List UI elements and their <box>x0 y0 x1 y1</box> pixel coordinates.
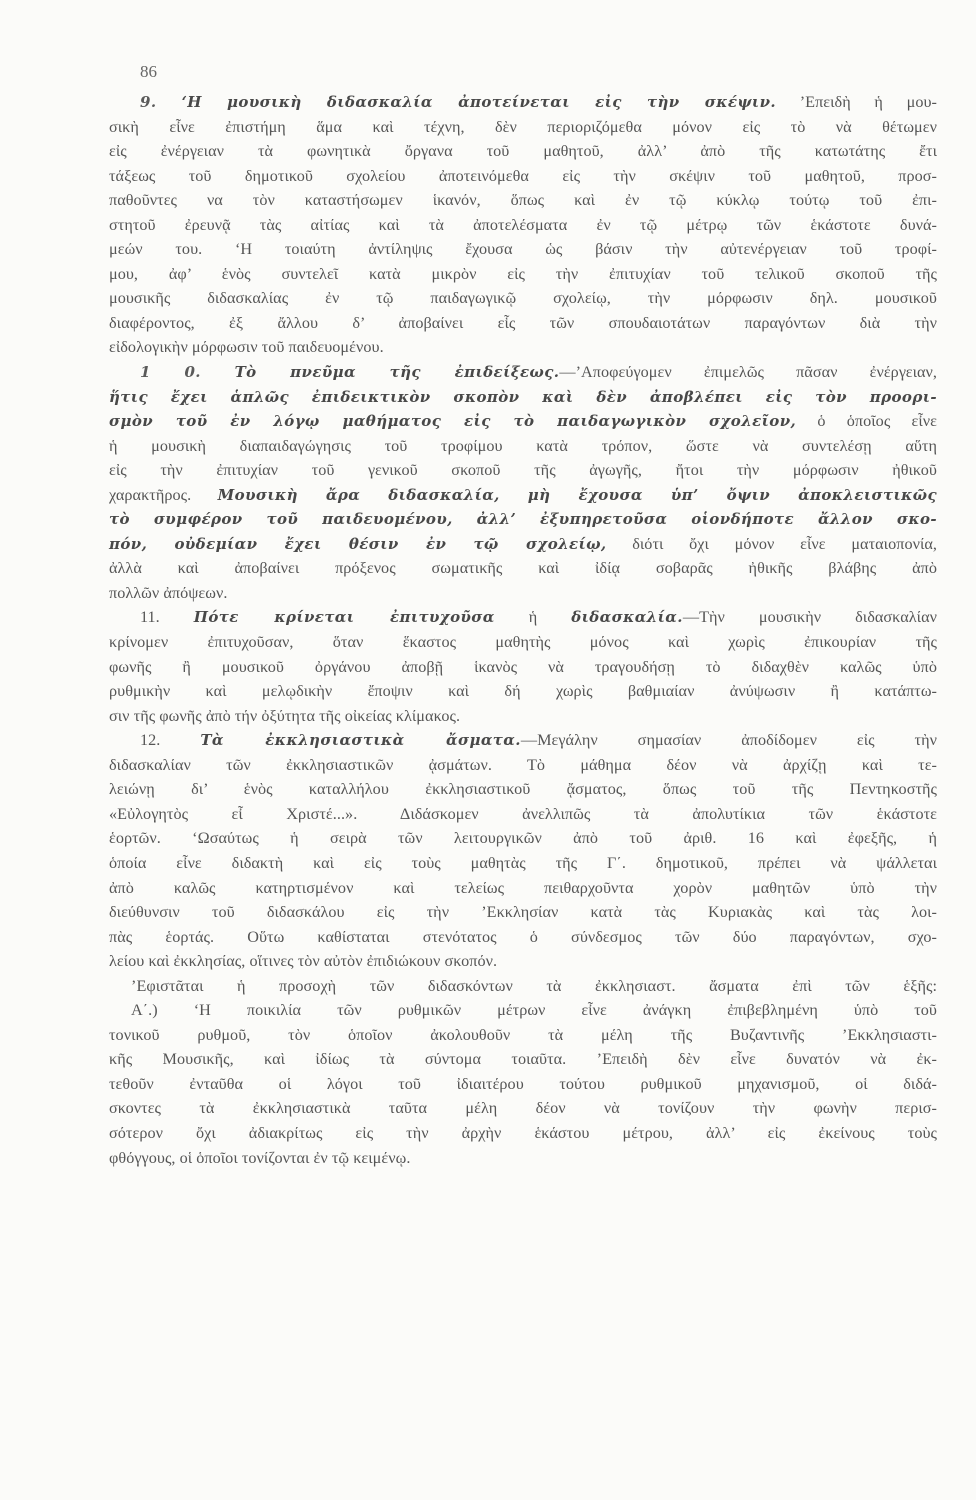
text-segment: εἰς ἐνέργειαν τὰ φωνητικὰ ὄργανα τοῦ μαθητοῦ, ἀλλ’ ἀπὸ τῆς κατωτάτης ἔτι <box>109 142 937 161</box>
text-segment: λειώνῃ δι’ ἑνὸς καταλλήλου ἐκκλησιαστικοῦ ᾄσματος, ὅπως τοῦ τῆς Πεντηκοστῆς <box>109 780 937 799</box>
text-segment: κρίνομεν ἐπιτυχοῦσαν, ὅταν ἕκαστος μαθητὴς μόνος καὶ χωρὶς ἐπικουρίαν τῆς <box>109 633 937 652</box>
text-line <box>109 1121 937 1146</box>
text-segment: ὁ ὁποῖος εἶνε <box>796 412 937 431</box>
emphasis-text: πόν, οὐδεμίαν ἔχει θέσιν ἐν τῷ σχολείῳ, <box>109 534 607 553</box>
text-line <box>109 777 937 802</box>
text-segment: ’Επειδὴ ἡ μου- <box>776 93 937 111</box>
text-line <box>109 139 937 164</box>
text-segment: παθοῦντες να τὸν καταστήσωμεν ἱκανόν, ὅπως καὶ ἐν τῷ κύκλῳ τούτῳ τοῦ ἐπι- <box>109 191 937 210</box>
text-segment: σικὴ εἶνε ἐπιστήμη ἅμα καὶ τέχνη, δὲν περιοριζόμεθα μόνον εἰς τὸ νὰ θέτωμεν <box>109 117 937 136</box>
text-segment: πὰς ἑορτάς. Οὕτω καθίσταται στενότατος ὁ σύνδεσμος τῶν δύο παραγόντων, σχο- <box>109 927 937 946</box>
text-segment: —’Αποφεύγομεν ἐπιμελῶς πᾶσαν ἐνέργειαν, <box>559 363 937 382</box>
text-line <box>109 974 937 999</box>
text-line <box>109 409 937 434</box>
text-segment: τάξεως τοῦ δημοτικοῦ σχολείου ἀποτεινόμεθα εἰς τὴν σκέψιν τοῦ μαθητοῦ, προσ- <box>109 166 937 185</box>
emphasis-text: ‘Η μουσικὴ διδασκαλία ἀποτείνεται εἰς τὴν σκέψιν. <box>181 93 777 111</box>
text-segment: ἡ μουσικὴ διαπαιδαγώγησις τοῦ τροφίμου κατὰ τρόπον, ὥστε νὰ συντελέσῃ αὕτη <box>109 436 937 455</box>
text-line <box>109 900 937 925</box>
text-segment: φθόγγους, οἱ ὁποῖοι τονίζονται ἐν τῷ κειμένῳ. <box>109 1148 411 1167</box>
text-segment: εἰδολογικὴν μόρφωσιν τοῦ παιδευομένου. <box>109 338 384 357</box>
text-segment: σιν τῆς φωνῆς ἀπὸ τήν ὀξύτητα τῆς οἰκείας κλίμακος. <box>109 706 461 725</box>
text-segment: λείου καὶ ἐκκλησίας, οἵτινες τὸν αὐτὸν ἐπιδιώκουν σκοπόν. <box>109 952 498 971</box>
text-segment: διότι ὄχι μόνον εἶνε ματαιοπονία, <box>606 534 937 553</box>
emphasis-text: ἥτις ἔχει ἁπλῶς ἐπιδεικτικὸν σκοπὸν καὶ δὲν ἀποβλέπει εἰς τὸν προορι- <box>109 387 937 406</box>
text-line <box>109 679 937 704</box>
text-segment: κῆς Μουσικῆς, καὶ ἰδίως τὰ σύντομα τοιαῦτα. ’Επειδὴ δὲν εἶνε δυνατόν νὰ ἐκ- <box>109 1050 937 1069</box>
text-line <box>109 434 937 459</box>
text-line <box>109 483 937 508</box>
page-number: 86 <box>140 62 157 81</box>
text-line <box>109 507 937 532</box>
text-segment: εἰς τὴν ἐπιτυχίαν τοῦ γενικοῦ σκοποῦ τῆς ἀγωγῆς, ἤτοι τὴν μόρφωσιν ἠθικοῦ <box>109 461 937 480</box>
text-line <box>109 286 937 311</box>
text-segment: ἑορτῶν. ‘Ωσαύτως ἡ σειρὰ τῶν λειτουργικῶν ἀπὸ τοῦ ἀριθ. 16 καὶ ἐφεξῆς, ἡ <box>109 829 937 848</box>
text-line <box>109 385 937 410</box>
text-line <box>109 213 937 238</box>
text-line <box>109 262 937 287</box>
body-text <box>109 90 937 1170</box>
text-line <box>109 826 937 851</box>
text-line <box>109 605 937 630</box>
text-line <box>109 802 937 827</box>
emphasis-text: Μουσικὴ ἄρα διδασκαλία, μὴ ἔχουσα ὑπ’ ὄψιν ἀποκλειστικῶς <box>217 485 937 504</box>
emphasis-text: Πότε κρίνεται ἐπιτυχοῦσα <box>193 608 495 627</box>
text-segment: μουσικῆς διδασκαλίας ἐν τῷ παιδαγωγικῷ σχολείῳ, τὴν μόρφωσιν δηλ. μουσικοῦ <box>109 289 937 308</box>
text-segment: 12. <box>140 731 201 750</box>
text-line <box>109 876 937 901</box>
text-segment: ἀπὸ καλῶς κατηρτισμένον καὶ τελείως πειθαρχοῦντα χορὸν μαθητῶν ὑπὸ τὴν <box>109 878 937 897</box>
text-line <box>109 655 937 680</box>
text-line <box>109 188 937 213</box>
text-line <box>109 532 937 557</box>
text-line <box>109 728 937 753</box>
text-segment: μεών του. ‘Η τοιαύτη ἀντίληψις ἔχουσα ὡς βάσιν τὴν αὐτενέργειαν τοῦ τροφί- <box>109 240 937 259</box>
text-segment: ὁποία εἶνε διδακτὴ καὶ εἰς τοὺς μαθητὰς τῆς Γ΄. δημοτικοῦ, πρέπει νὰ ψάλλεται <box>109 853 937 872</box>
text-segment: στητοῦ ἐρευνᾷ τὰς αἰτίας καὶ τὰ ἀποτελέσματα ἐν τῷ μέτρῳ τῶν ἑκάστοτε δυνά- <box>109 215 937 234</box>
text-line <box>109 1047 937 1072</box>
text-line <box>109 90 937 115</box>
text-line <box>109 1096 937 1121</box>
text-line <box>109 998 937 1023</box>
emphasis-text: Τὸ πνεῦμα τῆς ἐπιδείξεως. <box>234 363 560 382</box>
text-line <box>109 925 937 950</box>
text-line <box>109 360 937 385</box>
emphasis-text: 9. <box>140 93 182 111</box>
text-line <box>109 581 937 606</box>
text-segment: διαφέροντος, ἐξ ἄλλου δ’ ἀποβαίνει εἷς τῶν σπουδαιοτάτων παραγόντων διὰ τὴν <box>109 313 937 332</box>
text-segment: 11. <box>140 608 194 627</box>
text-line <box>109 1023 937 1048</box>
text-line <box>109 851 937 876</box>
text-line <box>109 237 937 262</box>
text-line <box>109 556 937 581</box>
emphasis-text: τὸ συμφέρον τοῦ παιδευομένου, ἀλλ’ ἐξυπηρετοῦσα οἱονδήποτε ἄλλον σκο- <box>109 510 937 529</box>
text-segment: ρυθμικὴν καὶ μελῳδικὴν ἔποψιν καὶ δή χωρὶς βαθμιαίαν ἀνύψωσιν ἢ κατάπτω- <box>109 682 937 701</box>
text-line <box>109 949 937 974</box>
emphasis-text: Τὰ ἐκκλησιαστικὰ ἄσματα. <box>200 731 521 750</box>
text-line <box>109 115 937 140</box>
text-segment: χαρακτῆρος. <box>109 485 218 504</box>
text-segment: ’Εφιστᾶται ἡ προσοχὴ τῶν διδασκόντων τὰ ἐκκλησιαστ. ἄσματα ἐπὶ τῶν ἑξῆς: <box>131 976 937 995</box>
text-segment: —Μεγάλην σημασίαν ἀποδίδομεν εἰς τὴν <box>520 731 937 750</box>
text-segment: ἡ <box>494 608 572 627</box>
text-segment: —Τὴν μουσικὴν διδασκαλίαν <box>682 608 937 627</box>
text-line <box>109 335 937 360</box>
text-line <box>109 1146 937 1171</box>
text-line <box>109 1072 937 1097</box>
text-line <box>109 753 937 778</box>
text-line <box>109 704 937 729</box>
text-segment: «Εὐλογητὸς εἶ Χριστέ...». Διδάσκομεν ἀνελλιπῶς τὰ ἀπολυτίκια τῶν ἑκάστοτε <box>109 804 937 823</box>
emphasis-text: διδασκαλία. <box>571 608 683 627</box>
text-line <box>109 458 937 483</box>
text-segment: ἀλλὰ καὶ ἀποβαίνει πρόξενος σωματικῆς καὶ ἰδίᾳ σοβαρᾶς ἠθικῆς βλάβης ἀπὸ <box>109 559 937 578</box>
text-line <box>109 164 937 189</box>
text-segment: μου, ἀφ’ ἑνὸς συντελεῖ κατὰ μικρὸν εἰς τὴν ἐπιτυχίαν τοῦ τελικοῦ σκοποῦ τῆς <box>109 264 937 283</box>
text-segment: σότερον ὄχι ἀδιακρίτως εἰς τὴν ἀρχὴν ἑκάστου μέτρου, ἀλλ’ εἰς ἐκείνους τοὺς <box>109 1123 937 1142</box>
text-line <box>109 311 937 336</box>
emphasis-text: 1 0. <box>140 363 235 382</box>
emphasis-text: σμὸν τοῦ ἐν λόγῳ μαθήματος εἰς τὸ παιδαγωγικὸν σχολεῖον, <box>109 412 797 431</box>
text-segment: σκοντες τὰ ἐκκλησιαστικὰ ταῦτα μέλη δέον νὰ τονίζουν τὴν φωνὴν περισ- <box>109 1099 937 1118</box>
text-line <box>109 630 937 655</box>
text-segment: πολλῶν ἀπόψεων. <box>109 583 228 602</box>
text-segment: Α΄.) ‘Η ποικιλία τῶν ρυθμικῶν μέτρων εἶνε ἀνάγκη ἐπιβεβλημένη ὑπὸ τοῦ <box>131 1001 937 1020</box>
text-segment: διδασκαλίαν τῶν ἐκκλησιαστικῶν ᾀσμάτων. Τὸ μάθημα δέον νὰ ἀρχίζῃ καὶ τε- <box>109 755 937 774</box>
text-segment: φωνῆς ἢ μουσικοῦ ὀργάνου ἀποβῇ ἱκανὸς νὰ τραγουδήσῃ τὸ διδαχθὲν καλῶς ὑπὸ <box>109 657 937 676</box>
text-segment: τεθοῦν ἐνταῦθα οἱ λόγοι τοῦ ἰδιαιτέρου τούτου ρυθμικοῦ μηχανισμοῦ, οἱ διδά- <box>109 1074 937 1093</box>
text-segment: διεύθυνσιν τοῦ διδασκάλου εἰς τὴν ’Εκκλησίαν κατὰ τὰς Κυριακὰς καὶ τὰς λοι- <box>109 903 937 922</box>
text-segment: τονικοῦ ρυθμοῦ, τὸν ὁποῖον ἀκολουθοῦν τὰ μέλη τῆς Βυζαντινῆς ’Εκκλησιαστι- <box>109 1025 937 1044</box>
